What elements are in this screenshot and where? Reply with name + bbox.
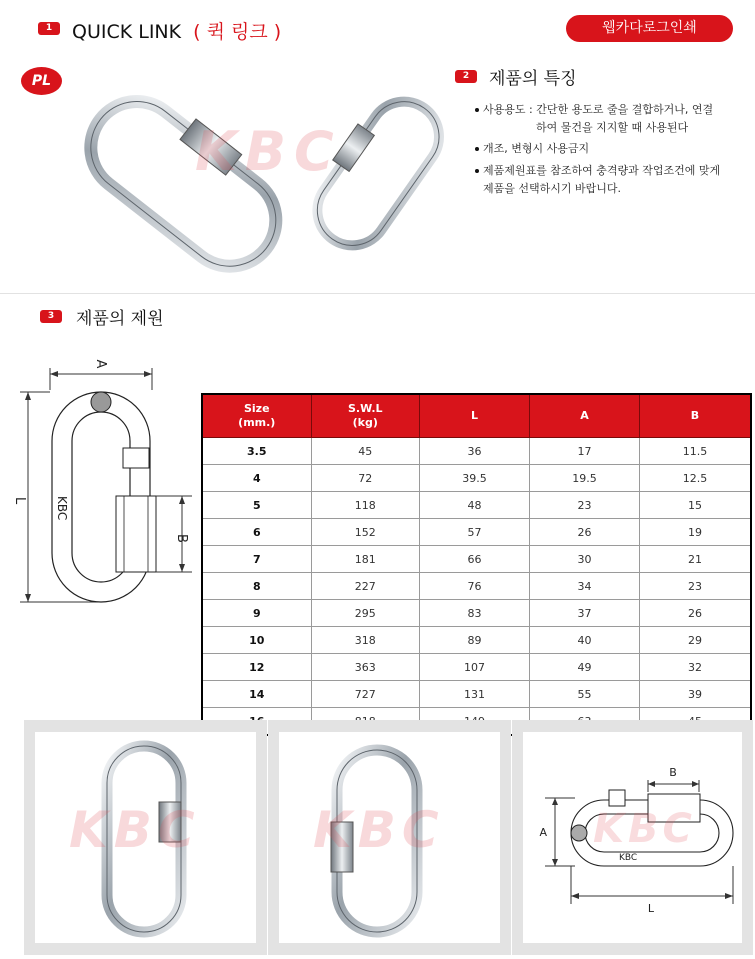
feature-text-cont: 하여 물건을 지지할 때 사용된다 [536,121,689,134]
dim-label-a: A [539,826,547,839]
table-row: 9 295 83 37 26 [202,600,751,627]
feature-text: 개조, 변형시 사용금지 [483,142,590,155]
svg-text:KBC: KBC [593,806,696,852]
table-row: 14 727 131 55 39 [202,681,751,708]
svg-text:KBC: KBC [313,801,445,859]
page-title [72,17,281,44]
table-row: 3.5 45 36 17 11.5 [202,438,751,465]
horizontal-dimension-drawing [523,732,742,943]
feature-item [475,140,589,158]
pl-logo: PL [21,67,62,95]
table-header-row [202,394,751,438]
bullet-icon [475,169,479,173]
spec-table [201,393,752,736]
spec-table-body [202,438,751,736]
col-header-a: A [529,394,639,438]
product-photo-front [24,720,267,955]
feature-text: 제품제원표를 참조하여 충격량과 작업조건에 맞게 [483,164,721,177]
quick-link-vertical-image [35,732,256,943]
table-row: 10 318 89 40 29 [202,627,751,654]
table-row: 4 72 39.5 19.5 12.5 [202,465,751,492]
quick-link-side-image [279,732,500,943]
dimension-drawing [10,350,200,610]
col-header-swl: S.W.L (kg) [311,394,419,438]
dim-label-l: L [12,497,27,505]
table-row: 5 118 48 23 15 [202,492,751,519]
dim-label-b: B [669,766,677,779]
bullet-icon [475,147,479,151]
table-row: 8 227 76 34 23 [202,573,751,600]
bullet-icon [475,108,479,112]
feature-text: 사용용도 : 간단한 용도로 줄을 결합하거나, 연결 [483,103,714,116]
section-number-badge: 3 [40,310,62,323]
features-title: 제품의 특징 [489,69,577,89]
web-catalog-print-button[interactable]: 웹카다로그인쇄 [566,15,733,42]
section-number-badge: 2 [455,70,477,83]
title-korean: ( 퀵 링크 ) [193,21,282,43]
dim-stamp: KBC [55,496,69,521]
quick-link-product-image [60,60,450,290]
col-header-size: Size (mm.) [202,394,311,438]
svg-text:KBC: KBC [69,801,201,859]
dim-label-b: B [174,534,189,543]
product-drawing-horizontal [512,720,753,955]
table-row: 12 363 107 49 32 [202,654,751,681]
section-number-badge: 1 [38,22,60,35]
feature-text-cont: 제품을 선택하시기 바랍니다. [483,182,622,195]
watermark-text: KBC [195,120,342,183]
dim-label-l: L [647,902,655,915]
col-header-l: L [419,394,529,438]
feature-item [475,162,720,198]
product-photo-side [268,720,511,955]
col-header-b: B [640,394,752,438]
specs-title: 제품의 제원 [76,309,164,329]
section-divider [0,293,755,294]
table-row: 6 152 57 26 19 [202,519,751,546]
dim-stamp: KBC [619,853,638,863]
table-row: 7 181 66 30 21 [202,546,751,573]
title-english: QUICK LINK [72,21,182,43]
dim-label-a: A [93,359,108,369]
feature-item [475,101,713,137]
